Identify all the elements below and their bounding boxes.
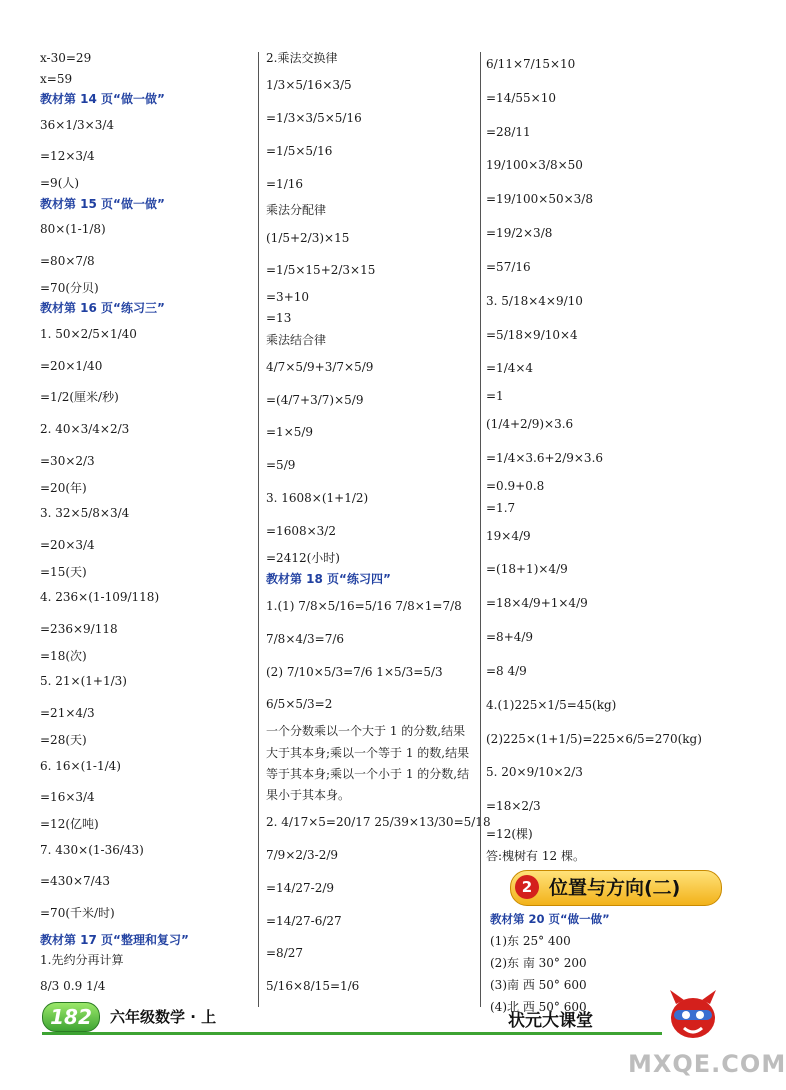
answer-line: (3)南 西 50° 600 [490,978,587,992]
answer-line: =1/5×5/16 [266,143,333,158]
answer-line: 3. 1608×(1+1/2) [266,491,369,506]
answer-line: (2)东 南 30° 200 [490,956,587,970]
answer-line: =14/27-6/27 [266,913,342,928]
answer-line: =1.7 [486,500,516,515]
answer-line: =70(分贝) [40,280,99,295]
exercise-heading: 教材第 18 页“练习四” [266,571,391,586]
answer-line: 19×4/9 [486,528,531,543]
answer-line: =14/55×10 [486,90,556,105]
mascot-icon [662,984,724,1046]
exercise-heading: 教材第 15 页“做一做” [40,196,165,211]
answer-line: 2. 40×3/4×2/3 [40,422,130,437]
answer-line: =80×7/8 [40,254,95,269]
answer-line: =18×2/3 [486,799,541,814]
answer-line: =(18+1)×4/9 [486,562,568,577]
answer-line: =16×3/4 [40,790,95,805]
answer-line: 乘法分配律 [266,203,327,218]
answer-column-right [486,48,706,868]
answer-line: =15(天) [40,564,87,579]
answer-line: 5. 20×9/10×2/3 [486,765,583,780]
answer-line: =20×1/40 [40,358,103,373]
answer-line: =2412(小时) [266,550,340,565]
answer-line: 等于其本身;乘以一个小于 1 的分数,结 [266,766,470,781]
answer-line: =0.9+0.8 [486,478,545,493]
footer-rule [42,1032,662,1035]
answer-line: =8/27 [266,946,304,961]
column-divider [258,52,259,1007]
answer-line: =57/16 [486,259,531,274]
answer-line: 1.(1) 7/8×5/16=5/16 7/8×1=7/8 [266,599,462,614]
answer-line: =28(天) [40,732,87,747]
section-banner [510,870,722,906]
answer-column-left [40,48,260,1003]
answer-line: 7/8×4/3=7/6 [266,631,345,646]
answer-column-middle [266,48,491,1003]
answer-line: 1.先约分再计算 [40,953,124,968]
answer-line: =430×7/43 [40,874,110,889]
answer-line: =20(年) [40,480,87,495]
answer-line: (1/4+2/9)×3.6 [486,417,574,432]
answer-line: 8/3 0.9 1/4 [40,978,106,993]
answer-line: 4.(1)225×1/5=45(kg) [486,697,617,712]
answer-line: 7/9×2/3-2/9 [266,847,339,862]
answer-line: =8 4/9 [486,663,527,678]
answer-line: 3. 32×5/8×3/4 [40,506,130,521]
answer-line: (2)225×(1+1/5)=225×6/5=270(kg) [486,731,702,746]
answer-line: 1. 50×2/5×1/40 [40,326,137,341]
answer-line: 乘法结合律 [266,332,327,347]
answer-line: =19/2×3/8 [486,226,553,241]
answer-line: (1)东 25° 400 [490,934,571,948]
exercise-heading: 教材第 14 页“做一做” [40,92,165,107]
answer-line: 6/11×7/15×10 [486,57,576,71]
answer-line: (1/5+2/3)×15 [266,230,350,245]
answer-line: =5/18×9/10×4 [486,327,578,342]
section-number: 2 [515,875,539,899]
answer-line: 6/5×5/3=2 [266,697,333,712]
answer-line: x=59 [40,71,73,86]
answer-line: 5. 21×(1+1/3) [40,674,127,689]
answer-line: 1/3×5/16×3/5 [266,78,352,93]
answer-line: =19/100×50×3/8 [486,192,593,207]
answer-line: =12×3/4 [40,149,95,164]
answer-line: 80×(1-1/8) [40,222,106,237]
answer-line: (2) 7/10×5/3=7/6 1×5/3=5/3 [266,664,443,679]
answer-line: 2.乘法交换律 [266,51,338,65]
answer-line: =5/9 [266,458,296,473]
answer-line: x-30=29 [40,51,92,65]
answer-line: =21×4/3 [40,706,95,721]
answer-line: =18×4/9+1×4/9 [486,596,588,611]
answer-line: =13 [266,311,292,326]
answer-line: 5/16×8/15=1/6 [266,979,360,994]
answer-line: =1/16 [266,176,304,191]
answer-line: =236×9/118 [40,622,118,637]
answer-line: =3+10 [266,290,310,305]
answer-line: 4. 236×(1-109/118) [40,590,160,605]
answer-line: =18(次) [40,648,87,663]
answer-line: =70(千米/时) [40,906,115,921]
answer-line: 果小于其本身。 [266,787,351,802]
watermark: MXQE.COM [628,1050,786,1078]
column-divider [480,52,481,1007]
answer-line: 19/100×3/8×50 [486,158,583,173]
answer-line: =1×5/9 [266,425,314,440]
answer-line: =(4/7+3/7)×5/9 [266,392,364,407]
answer-line: 2. 4/17×5=20/17 25/39×13/30=5/18 [266,815,491,830]
answer-line: 一个分数乘以一个大于 1 的分数,结果 [266,724,466,739]
answer-line: =1/3×3/5×5/16 [266,111,362,126]
answer-line: =14/27-2/9 [266,880,335,895]
answer-line: =1608×3/2 [266,523,336,538]
answer-line: (4)北 西 50° 600 [490,1000,587,1014]
answer-line: =1/4×4 [486,361,534,376]
answer-line: 7. 430×(1-36/43) [40,842,144,857]
answer-line: 答:槐树有 12 棵。 [486,848,585,863]
answer-line: =1 [486,389,504,404]
brand-name: 状元大课堂 [508,1011,593,1031]
answer-line: =12(棵) [486,827,533,842]
answer-line: =28/11 [486,124,531,139]
answer-line: =1/2(厘米/秒) [40,390,119,405]
answer-line: =20×3/4 [40,538,95,553]
answer-line: 4/7×5/9+3/7×5/9 [266,359,374,374]
answer-line: 6. 16×(1-1/4) [40,758,121,773]
answer-line: 36×1/3×3/4 [40,117,115,132]
answer-line: =1/4×3.6+2/9×3.6 [486,451,604,465]
page-footer [0,998,750,1038]
answer-line: =12(亿吨) [40,817,99,832]
answer-line: 3. 5/18×4×9/10 [486,293,583,308]
exercise-heading: 教材第 17 页“整理和复习” [40,932,189,947]
exercise-heading: 教材第 20 页“做一做” [490,912,610,926]
exercise-heading: 教材第 16 页“练习三” [40,301,165,316]
book-title: 六年级数学 · 上 [110,1008,217,1026]
answer-line: =1/5×15+2/3×15 [266,263,376,278]
answer-line: 大于其本身;乘以一个等于 1 的数,结果 [266,745,470,760]
answer-line: =9(人) [40,176,80,191]
answer-line: =30×2/3 [40,453,95,468]
page-number: 182 [42,1002,100,1032]
section-title: 位置与方向(二) [549,877,681,899]
answer-line: =8+4/9 [486,630,534,645]
